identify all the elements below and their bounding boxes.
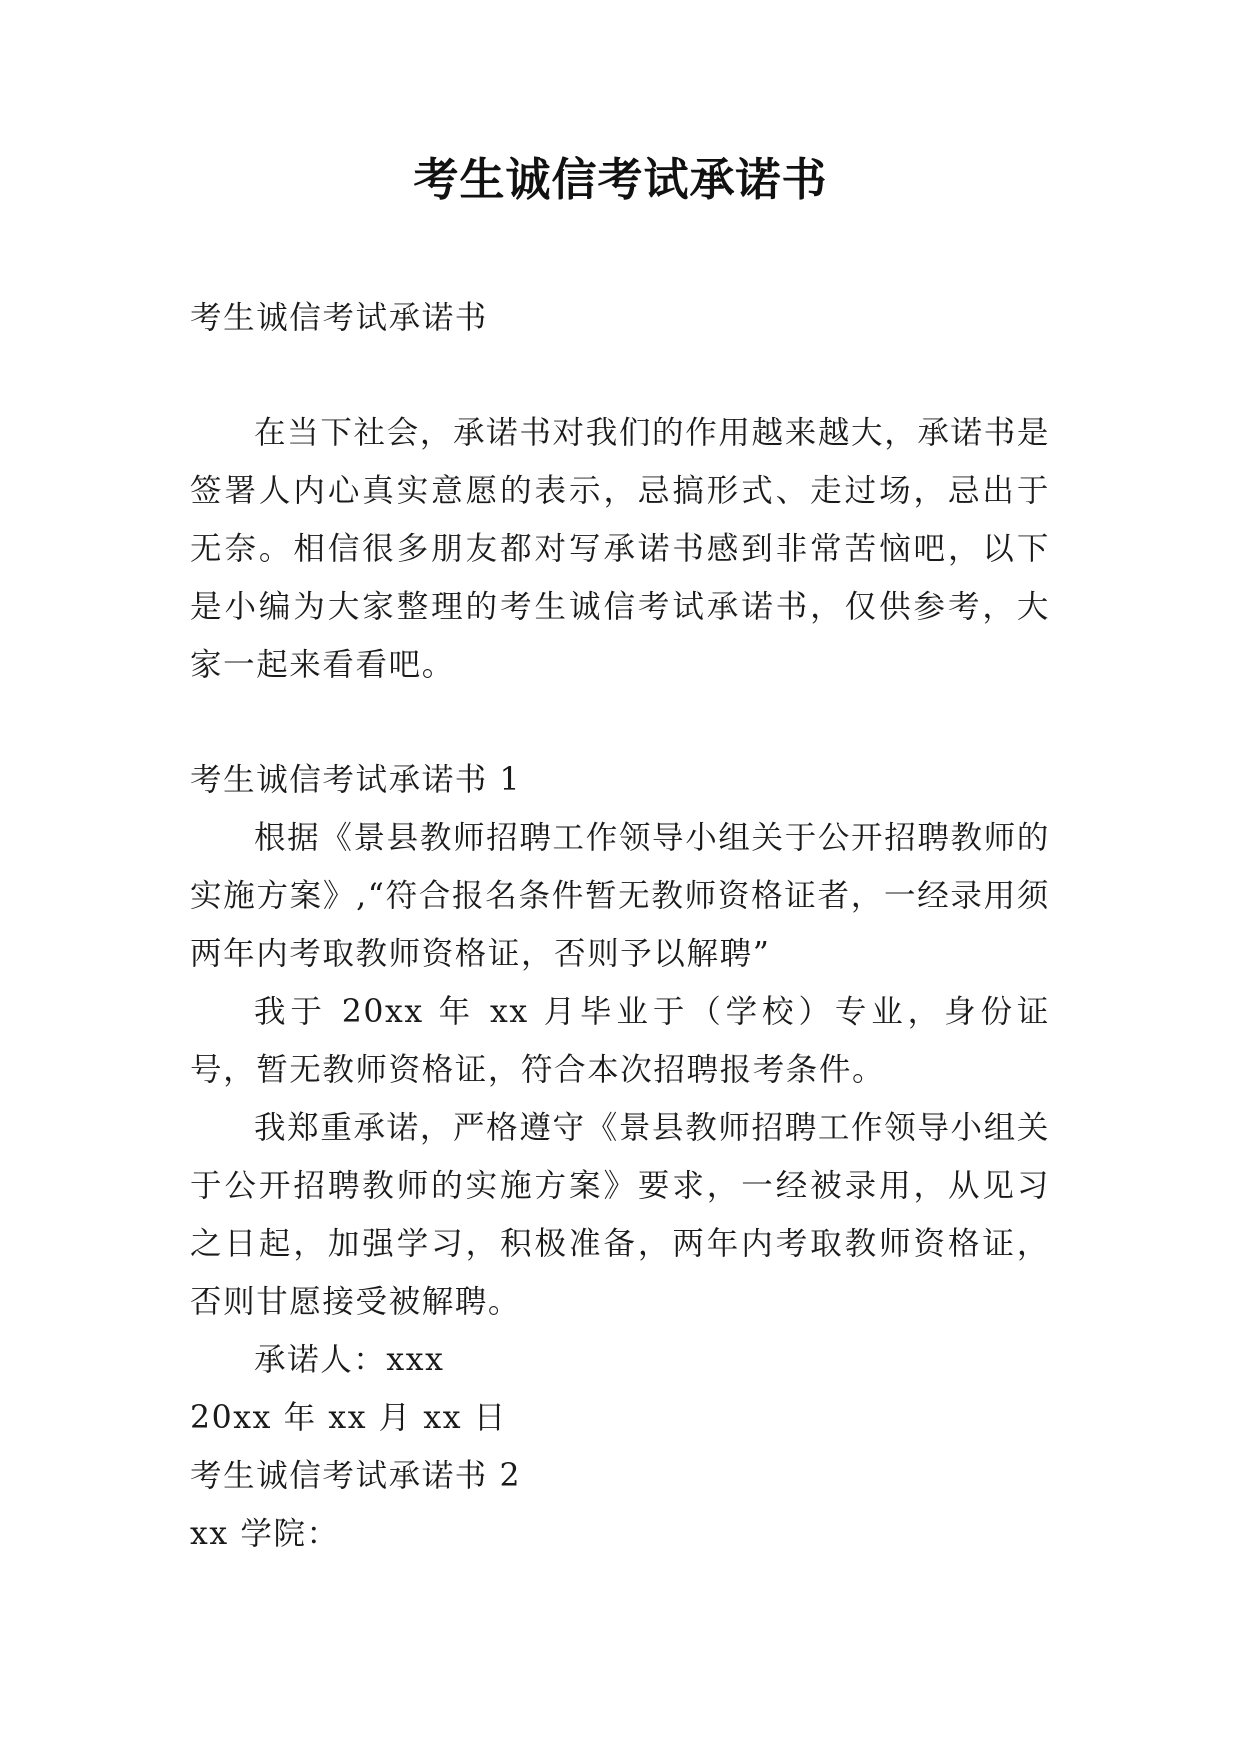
intro-paragraph: 在当下社会，承诺书对我们的作用越来越大，承诺书是签署人内心真实意愿的表示，忌搞形式、走过场，忌出于无奈。相信很多朋友都对写承诺书感到非常苦恼吧，以下是小编为大家整理的考生诚信考试承诺书，仅供参考，大家一起来看看吧。 xyxy=(190,415,1050,683)
section-1-paragraph-2: 我于 20xx 年 xx 月毕业于（学校）专业，身份证号，暂无教师资格证，符合本次招聘报考条件。 xyxy=(190,994,1050,1088)
salutation-line: xx 学院： xyxy=(190,1516,340,1552)
section-2-heading: 考生诚信考试承诺书 2 xyxy=(190,1458,522,1494)
section-1-paragraph-1: 根据《景县教师招聘工作领导小组关于公开招聘教师的实施方案》,“符合报名条件暂无教师资格证者，一经录用须两年内考取教师资格证，否则予以解聘” xyxy=(190,820,1050,972)
signer-line: 承诺人：xxx xyxy=(254,1342,445,1378)
document-body xyxy=(190,289,1050,1563)
section-1-paragraph-3: 我郑重承诺，严格遵守《景县教师招聘工作领导小组关于公开招聘教师的实施方案》要求，一经被录用，从见习之日起，加强学习，积极准备，两年内考取教师资格证，否则甘愿接受被解聘。 xyxy=(190,1110,1050,1320)
document-title: 考生诚信考试承诺书 xyxy=(413,153,828,206)
date-line: 20xx 年 xx 月 xx 日 xyxy=(190,1400,507,1436)
section-1-heading: 考生诚信考试承诺书 1 xyxy=(190,762,522,798)
document-subtitle: 考生诚信考试承诺书 xyxy=(190,300,488,336)
